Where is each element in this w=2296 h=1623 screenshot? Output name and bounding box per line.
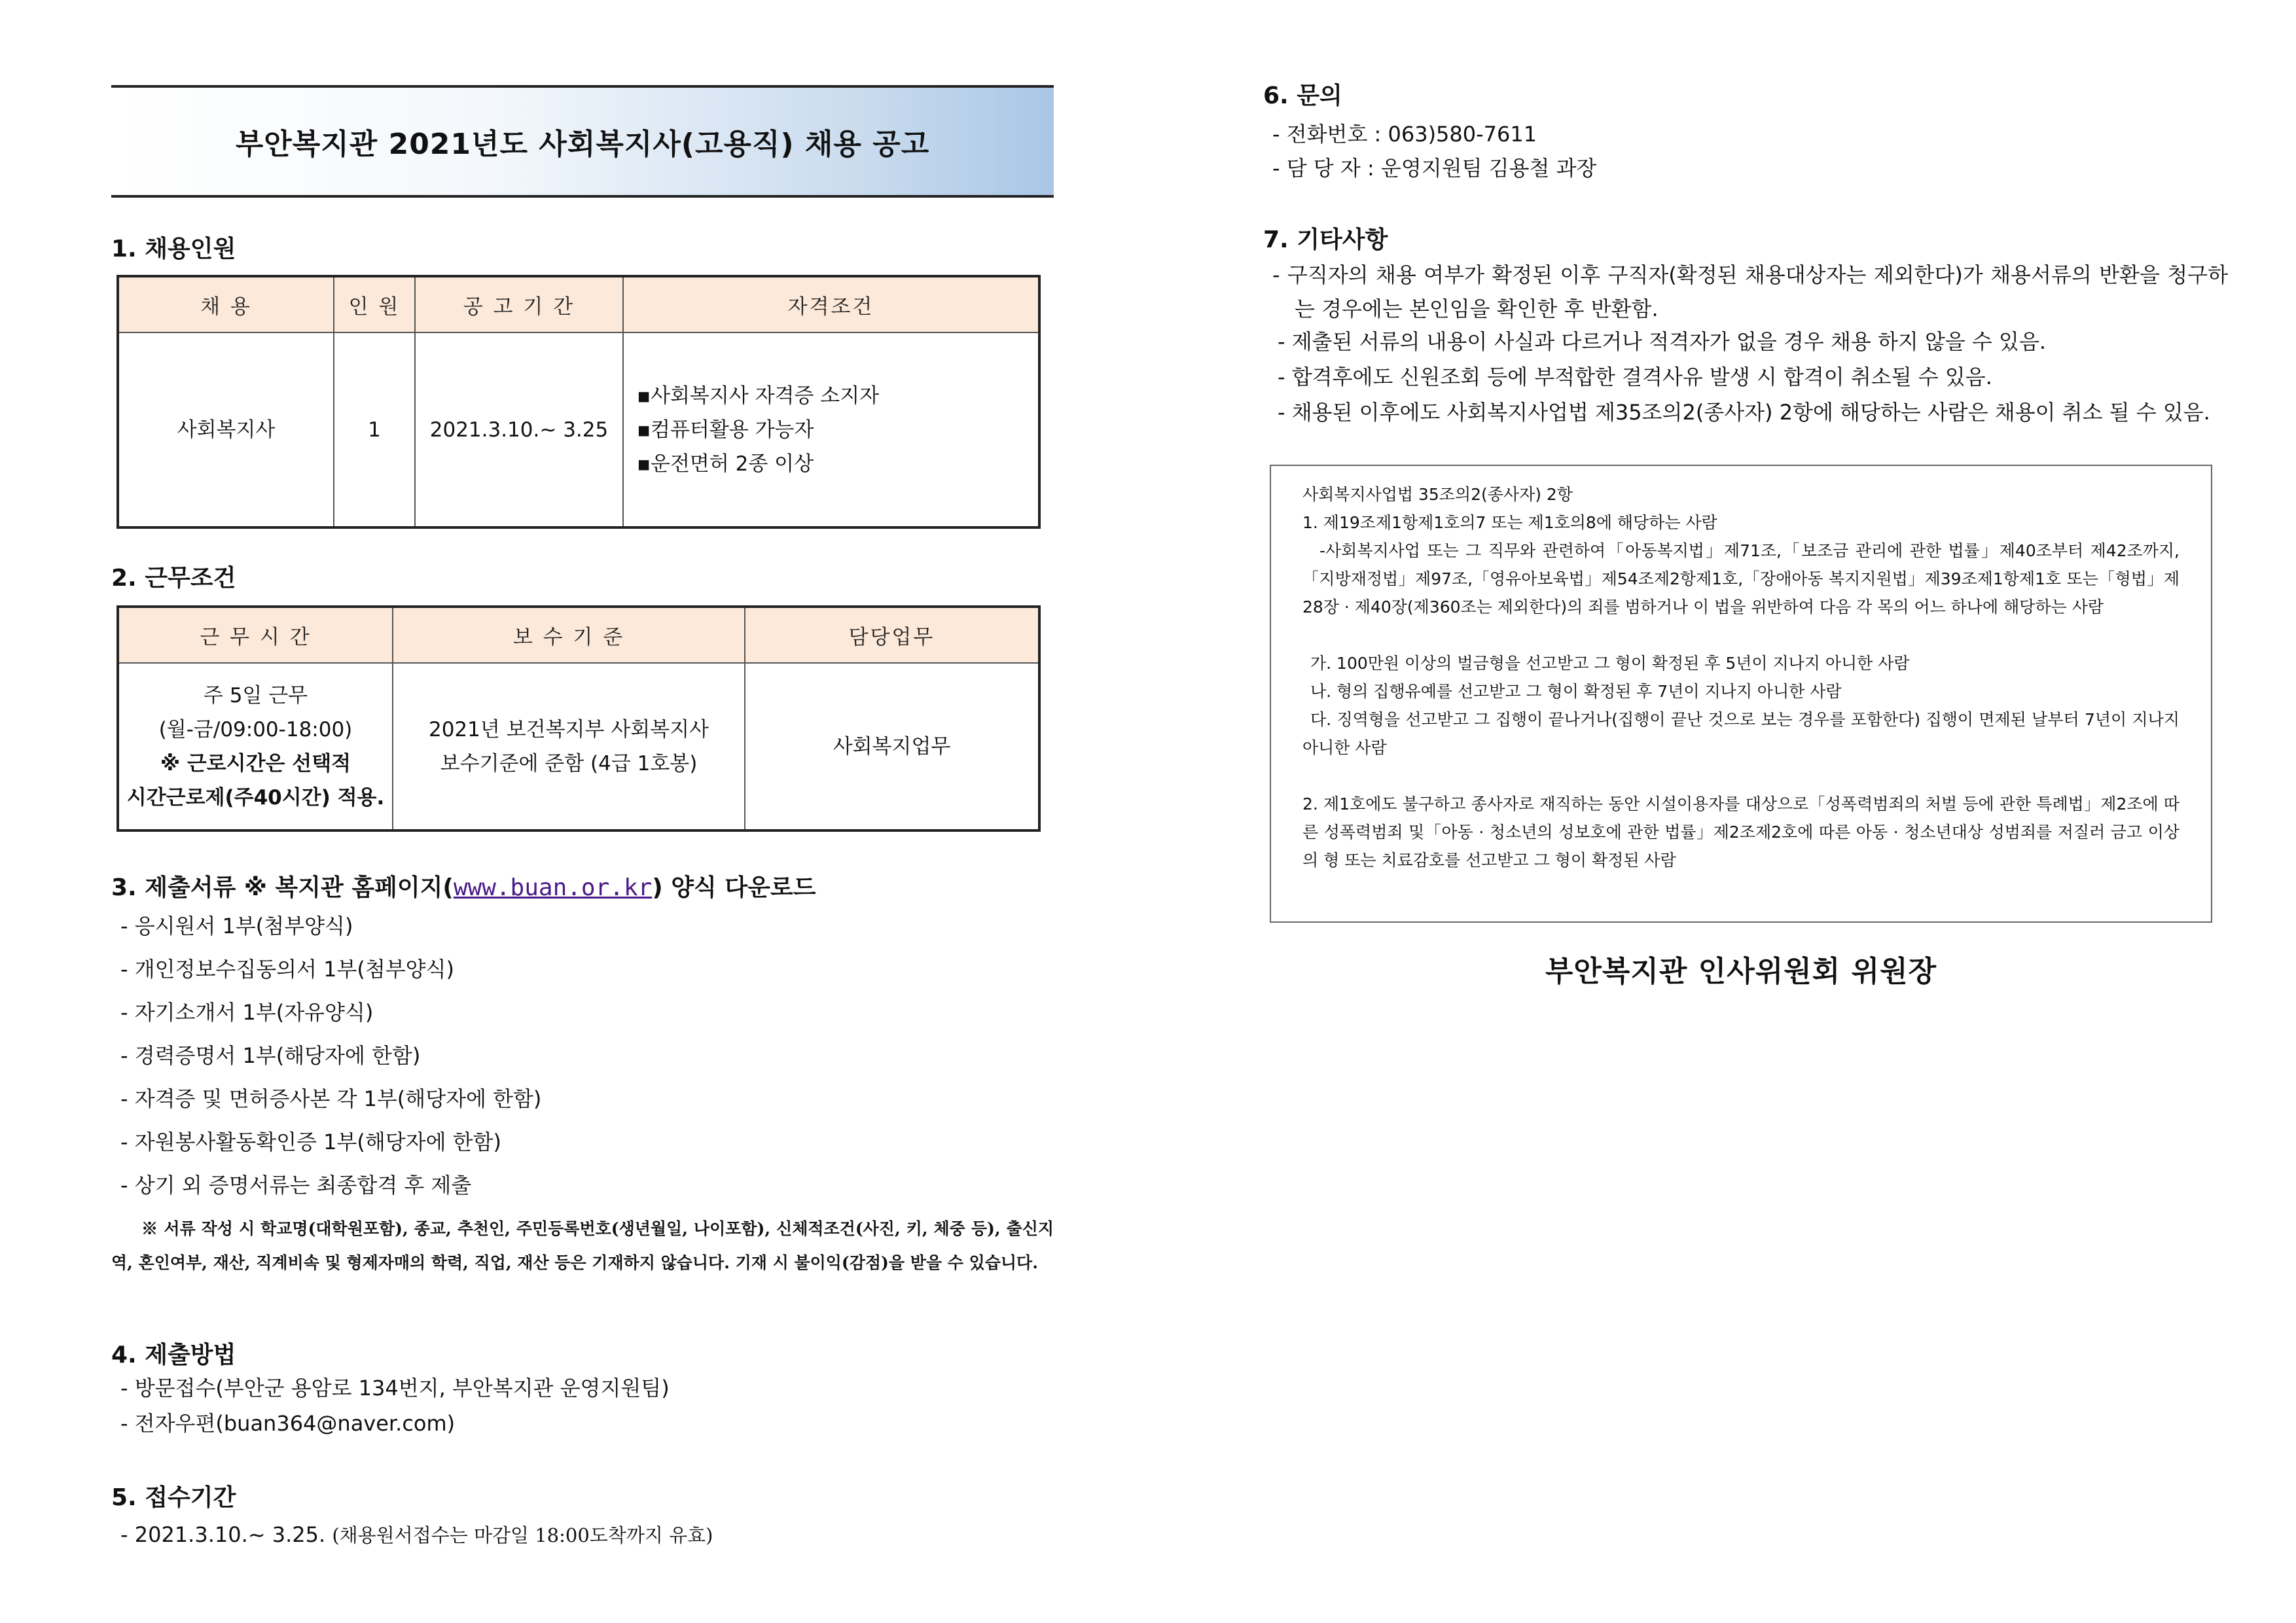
list-item: - 전자우편(buan364@naver.com) — [120, 1411, 456, 1436]
misc-item: - 구직자의 채용 여부가 확정된 이후 구직자(확정된 채용대상자는 제외한다)가 채용서류의 반환을 청구하는 경우에는 본인임을 확인한 후 반환함. — [1272, 262, 2228, 321]
section-2-heading: 2. 근무조건 — [111, 565, 236, 592]
work-condition-table — [117, 605, 1041, 832]
reception-period-note: (채용원서접수는 마감일 18:00도착까지 유효) — [332, 1524, 713, 1546]
header-count: 인 원 — [334, 276, 415, 332]
section-5-heading: 5. 접수기간 — [111, 1484, 236, 1511]
section-3-heading-text: 3. 제출서류 ※ 복지관 홈페이지( — [111, 874, 454, 901]
header-qualification: 자격조건 — [623, 276, 1039, 332]
notice-title: 부안복지관 2021년도 사회복지사(고용직) 채용 공고 — [111, 85, 1054, 198]
header-position: 채 용 — [118, 276, 334, 332]
submission-method-list — [120, 1370, 670, 1441]
header-pay: 보 수 기 준 — [393, 607, 745, 663]
list-item: - 방문접수(부안군 용암로 134번지, 부안복지관 운영지원팀) — [120, 1376, 670, 1400]
cell-hours — [118, 663, 393, 830]
hours-line: (월-금/09:00-18:00) — [158, 717, 353, 741]
misc-item: - 제출된 서류의 내용이 사실과 다르거나 적격자가 없을 경우 채용 하지 않을 수 있음. — [1278, 329, 2047, 354]
pay-line: 2021년 보건복지부 사회복지사 — [428, 717, 709, 741]
qualification-item: ▪운전면허 2종 이상 — [637, 452, 814, 476]
spacer — [1302, 762, 2179, 790]
list-item: - 상기 외 증명서류는 최종합격 후 제출 — [120, 1173, 472, 1198]
law-clause-1: 1. 제19조제1항제1호의7 또는 제1호의8에 해당하는 사람 — [1302, 513, 1717, 532]
hours-note: 시간근로제(주40시간) 적용. — [126, 785, 385, 810]
cell-position: 사회복지사 — [118, 332, 334, 527]
list-item: - 개인정보수집동의서 1부(첨부양식) — [120, 957, 454, 982]
law-clause-2: 2. 제1호에도 불구하고 종사자로 재직하는 동안 시설이용자를 대상으로「성폭력범죄의 처벌 등에 관한 특례법」제2조에 따른 성폭력범죄 및「아동 · 청소년의 성보호에 관한 법률」제2조제2호에 따른 아동 · 청소년대상 성범죄를 저질러 금고 이상의 형 또는 치료감호를 선고받고 그 형이 확정된 사람 — [1302, 794, 2179, 870]
cell-pay — [393, 663, 745, 830]
header-period: 공 고 기 간 — [415, 276, 623, 332]
list-item: - 자기소개서 1부(자유양식) — [120, 1000, 374, 1025]
qualification-item: ▪컴퓨터활용 가능자 — [637, 418, 814, 442]
law-item-ga: 가. 100만원 이상의 벌금형을 선고받고 그 형이 확정된 후 5년이 지나지 아니한 사람 — [1310, 654, 1910, 673]
law-title: 사회복지사업법 35조의2(종사자) 2항 — [1302, 485, 1573, 504]
section-3-heading — [111, 869, 816, 902]
hours-line: 주 5일 근무 — [203, 683, 308, 707]
document-note: ※ 서류 작성 시 학교명(대학원포함), 종교, 추천인, 주민등록번호(생년월일, 나이포함), 신체적조건(사진, 키, 체중 등), 출신지역, 혼인여부, 재산, 직계비속 및 형제자매의 학력, 직업, 재산 등은 기재하지 않습니다. 기재 시 불이익(감점)을 받을 수 있습니다. — [111, 1219, 1054, 1272]
cell-count: 1 — [334, 332, 415, 527]
reception-period — [120, 1513, 713, 1556]
qualification-item: ▪사회복지사 자격증 소지자 — [637, 383, 880, 408]
homepage-link[interactable]: www.buan.or.kr — [453, 874, 653, 901]
reception-period-line — [120, 1513, 713, 1556]
law-item-na: 나. 형의 집행유예를 선고받고 그 형이 확정된 후 7년이 지나지 아니한 사람 — [1310, 682, 1842, 701]
left-column — [111, 85, 1054, 1547]
signature: 부안복지관 인사위원회 위원장 — [1545, 955, 1937, 988]
recruit-table — [117, 275, 1041, 529]
header-duty: 담당업무 — [745, 607, 1039, 663]
cell-period: 2021.3.10.~ 3.25 — [415, 332, 623, 527]
spacer — [1302, 621, 2179, 649]
hours-note: ※ 근로시간은 선택적 — [160, 751, 351, 776]
list-item: - 자원봉사활동확인증 1부(해당자에 한함) — [120, 1130, 501, 1154]
cell-duty: 사회복지업무 — [745, 663, 1039, 830]
section-1-heading: 1. 채용인원 — [111, 236, 236, 262]
reception-period-text: - 2021.3.10.~ 3.25. — [120, 1522, 326, 1547]
list-item: - 응시원서 1부(첨부양식) — [120, 914, 353, 938]
misc-item: - 합격후에도 신원조회 등에 부적합한 결격사유 발생 시 합격이 취소될 수 있음. — [1278, 365, 1992, 389]
misc-item: - 채용된 이후에도 사회복지사업법 제35조의2(종사자) 2항에 해당하는 사람은 채용이 취소 될 수 있음. — [1278, 400, 2210, 425]
law-clause-1-detail: -사회복지사업 또는 그 직무와 관련하여「아동복지법」제71조,「보조금 관리에 관한 법률」제40조부터 제42조까지,「지방재정법」제97조,「영유아보육법」제54조제2항제1호,「장애아동 복지지원법」제39조제1항제1호 또는「형법」제28장 · 제40장(제360조는 제외한다)의 죄를 범하거나 이 법을 위반하여 다음 각 목의 어느 하나에 해당하는 사람 — [1302, 541, 2179, 616]
cell-qualifications — [623, 332, 1039, 527]
contact-phone: - 전화번호 : 063)580-7611 — [1272, 122, 1537, 147]
pay-line: 보수기준에 준함 (4급 1호봉) — [440, 751, 698, 776]
document-list — [120, 904, 541, 1207]
law-item-da: 다. 징역형을 선고받고 그 집행이 끝나거나(집행이 끝난 것으로 보는 경우를 포함한다) 집행이 면제된 날부터 7년이 지나지 아니한 사람 — [1302, 710, 2179, 757]
section-6-heading: 6. 문의 — [1263, 82, 1342, 109]
header-hours: 근 무 시 간 — [118, 607, 393, 663]
law-excerpt-box — [1270, 465, 2212, 923]
list-item: - 자격증 및 면허증사본 각 1부(해당자에 한함) — [120, 1086, 542, 1111]
section-4-heading: 4. 제출방법 — [111, 1342, 236, 1368]
list-item: - 경력증명서 1부(해당자에 한함) — [120, 1043, 421, 1068]
section-7-heading: 7. 기타사항 — [1263, 226, 1388, 253]
section-3-heading-end: ) 양식 다운로드 — [652, 874, 816, 901]
contact-person: - 담 당 자 : 운영지원팀 김용철 과장 — [1272, 156, 1597, 181]
